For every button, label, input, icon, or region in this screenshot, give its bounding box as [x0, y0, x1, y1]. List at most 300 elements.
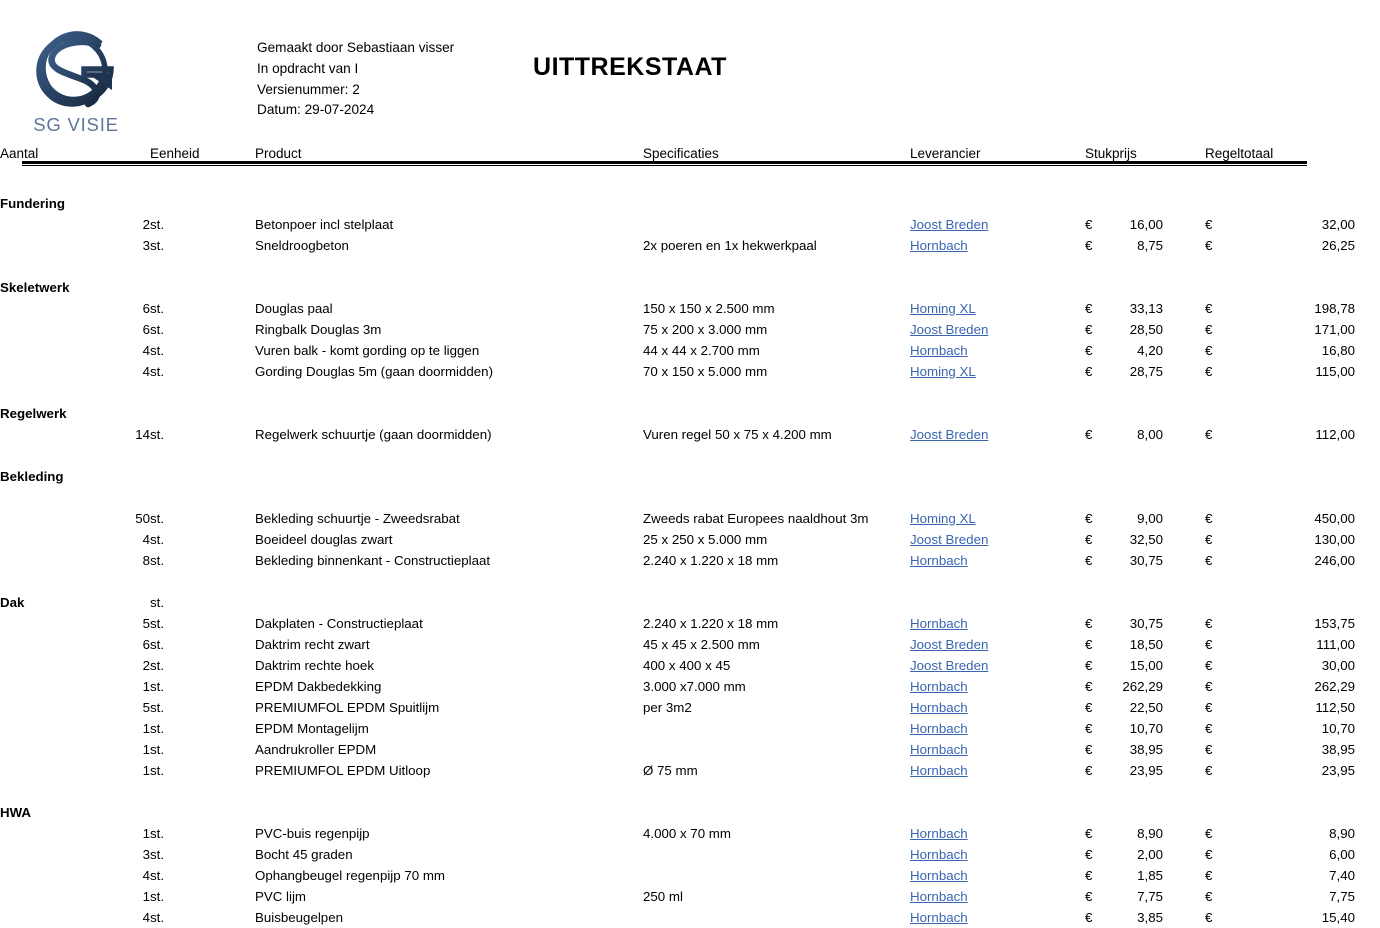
cell-product: Bekleding schuurtje - Zweedsrabat: [255, 511, 460, 526]
table-row: [0, 508, 1380, 529]
spacer-row: [0, 487, 1380, 508]
cell-regeltotaal-amount: 115,00: [1315, 364, 1355, 379]
supplier-link[interactable]: Joost Breden: [910, 532, 989, 547]
spacer-row: [0, 382, 1380, 403]
table-row: [0, 319, 1380, 340]
cell-eenheid: st.: [150, 322, 165, 337]
cell-stukprijs: [1085, 865, 1205, 886]
cell-stukprijs-amount: 8,75: [1137, 238, 1163, 253]
section-row: [0, 403, 1380, 424]
cell-eenheid: st.: [150, 616, 165, 631]
cell-stukprijs-amount: 2,00: [1137, 847, 1163, 862]
cell-product: Aandrukroller EPDM: [255, 742, 377, 757]
cell-specificatie: 44 x 44 x 2.700 mm: [643, 343, 760, 358]
table-row: [0, 823, 1380, 844]
cell-regeltotaal: [1205, 634, 1380, 655]
cell-leverancier: [910, 907, 1085, 928]
column-header-aantal[interactable]: Aantal: [0, 146, 39, 161]
section-eenheid: [150, 193, 255, 214]
cell-regeltotaal: [1205, 676, 1380, 697]
cell-specificatie: Ø 75 mm: [643, 763, 698, 778]
cell-stukprijs-amount: 3,85: [1137, 910, 1163, 925]
currency-symbol: €: [1085, 427, 1093, 442]
cell-stukprijs-amount: 23,95: [1129, 763, 1163, 778]
cell-regeltotaal-amount: 7,40: [1329, 868, 1355, 883]
currency-symbol: €: [1085, 847, 1093, 862]
cell-regeltotaal-amount: 112,00: [1315, 427, 1355, 442]
cell-eenheid: st.: [150, 343, 165, 358]
section-leverancier: [910, 802, 1085, 823]
column-header-leverancier[interactable]: Leverancier: [910, 146, 981, 161]
cell-leverancier: [910, 550, 1085, 571]
section-row: [0, 802, 1380, 823]
cell-aantal: 6: [142, 637, 150, 652]
cell-product: Bekleding binnenkant - Constructieplaat: [255, 553, 491, 568]
currency-symbol: €: [1205, 658, 1213, 673]
cell-specificatie: 4.000 x 70 mm: [643, 826, 731, 841]
cell-regeltotaal-amount: 16,80: [1321, 343, 1355, 358]
cell-leverancier: [910, 676, 1085, 697]
currency-symbol: €: [1205, 532, 1213, 547]
cell-product: PVC lijm: [255, 889, 306, 904]
column-header-regeltotaal[interactable]: Regeltotaal: [1205, 146, 1274, 161]
cell-aantal: 1: [142, 721, 150, 736]
table-row: [0, 214, 1380, 235]
cell-eenheid: st.: [150, 742, 165, 757]
currency-symbol: €: [1085, 679, 1093, 694]
section-product: [255, 466, 643, 487]
table-row: [0, 634, 1380, 655]
cell-regeltotaal-amount: 8,90: [1329, 826, 1355, 841]
meta-date: Datum: 29-07-2024: [257, 102, 375, 118]
cell-aantal: 4: [142, 868, 150, 883]
cell-product: Regelwerk schuurtje (gaan doormidden): [255, 427, 492, 442]
cell-regeltotaal: [1205, 319, 1380, 340]
cell-eenheid: st.: [150, 679, 165, 694]
currency-symbol: €: [1205, 889, 1213, 904]
currency-symbol: €: [1205, 910, 1213, 925]
cell-product: Gording Douglas 5m (gaan doormidden): [255, 364, 493, 379]
cell-leverancier: [910, 235, 1085, 256]
cell-leverancier: [910, 823, 1085, 844]
cell-eenheid: st.: [150, 658, 165, 673]
header-rule-cell: [0, 164, 1380, 172]
cell-stukprijs-amount: 8,90: [1137, 826, 1163, 841]
section-stukprijs: [1085, 802, 1205, 823]
cell-regeltotaal-amount: 26,25: [1321, 238, 1355, 253]
cell-specificatie: [643, 718, 910, 739]
cell-stukprijs: [1085, 235, 1205, 256]
cell-regeltotaal: [1205, 550, 1380, 571]
supplier-link[interactable]: Hornbach: [910, 679, 968, 694]
cell-regeltotaal: [1205, 508, 1380, 529]
cell-aantal: 4: [142, 910, 150, 925]
section-title: Bekleding: [0, 469, 64, 484]
cell-specificatie: 2.240 x 1.220 x 18 mm: [643, 553, 779, 568]
cell-eenheid: st.: [150, 910, 165, 925]
currency-symbol: €: [1085, 343, 1093, 358]
cell-aantal: 2: [142, 658, 150, 673]
cell-specificatie: 2x poeren en 1x hekwerkpaal: [643, 238, 817, 253]
supplier-link[interactable]: Homing XL: [910, 511, 976, 526]
section-eenheid: [150, 466, 255, 487]
cell-regeltotaal-amount: 7,75: [1329, 889, 1355, 904]
table-row: [0, 529, 1380, 550]
section-spec: [643, 403, 910, 424]
spacer-cell: [0, 781, 1380, 802]
cell-eenheid: st.: [150, 889, 165, 904]
table-row: [0, 886, 1380, 907]
currency-symbol: €: [1085, 364, 1093, 379]
cell-stukprijs: [1085, 214, 1205, 235]
table-row: [0, 865, 1380, 886]
cell-stukprijs-amount: 33,13: [1129, 301, 1163, 316]
cell-regeltotaal: [1205, 298, 1380, 319]
section-title: Skeletwerk: [0, 280, 70, 295]
currency-symbol: €: [1205, 742, 1213, 757]
cell-regeltotaal: [1205, 844, 1380, 865]
currency-symbol: €: [1205, 721, 1213, 736]
currency-symbol: €: [1085, 826, 1093, 841]
cell-stukprijs: [1085, 760, 1205, 781]
cell-leverancier: [910, 613, 1085, 634]
cell-regeltotaal-amount: 38,95: [1321, 742, 1355, 757]
currency-symbol: €: [1205, 427, 1213, 442]
cell-regeltotaal-amount: 6,00: [1329, 847, 1355, 862]
cell-product: Betonpoer incl stelplaat: [255, 217, 394, 232]
cell-aantal: 8: [142, 553, 150, 568]
section-stukprijs: [1085, 403, 1205, 424]
cell-regeltotaal-amount: 32,00: [1321, 217, 1355, 232]
table-row: [0, 844, 1380, 865]
supplier-link[interactable]: Joost Breden: [910, 658, 989, 673]
column-header-product[interactable]: Product: [255, 146, 302, 161]
column-header-eenheid[interactable]: Eenheid: [150, 146, 200, 161]
section-regeltotaal: [1205, 403, 1380, 424]
column-header-stukprijs[interactable]: Stukprijs: [1085, 146, 1137, 161]
section-spec: [643, 592, 910, 613]
cell-aantal: 1: [142, 679, 150, 694]
cell-regeltotaal-amount: 112,50: [1315, 700, 1355, 715]
cell-eenheid: st.: [150, 364, 165, 379]
cell-product: Boeideel douglas zwart: [255, 532, 393, 547]
cell-specificatie: 400 x 400 x 45: [643, 658, 731, 673]
section-product: [255, 193, 643, 214]
cell-regeltotaal: [1205, 823, 1380, 844]
cell-stukprijs-amount: 15,00: [1129, 658, 1163, 673]
cell-stukprijs: [1085, 739, 1205, 760]
cell-regeltotaal: [1205, 529, 1380, 550]
section-row: [0, 277, 1380, 298]
cell-eenheid: st.: [150, 700, 165, 715]
cell-aantal: 6: [142, 322, 150, 337]
cell-eenheid: st.: [150, 847, 165, 862]
header-row: [0, 143, 1380, 164]
section-spec: [643, 466, 910, 487]
currency-symbol: €: [1085, 910, 1093, 925]
cell-leverancier: [910, 508, 1085, 529]
cell-aantal: 5: [142, 700, 150, 715]
cell-stukprijs-amount: 262,29: [1122, 679, 1163, 694]
section-title: Fundering: [0, 196, 65, 211]
cell-regeltotaal: [1205, 361, 1380, 382]
table-row: [0, 613, 1380, 634]
meta-commissioned-by: In opdracht van I: [257, 60, 359, 76]
section-leverancier: [910, 466, 1085, 487]
currency-symbol: €: [1205, 847, 1213, 862]
currency-symbol: €: [1085, 868, 1093, 883]
table-row: [0, 907, 1380, 928]
cell-leverancier: [910, 697, 1085, 718]
currency-symbol: €: [1085, 889, 1093, 904]
section-regeltotaal: [1205, 193, 1380, 214]
document-meta: [257, 38, 454, 121]
section-title: HWA: [0, 805, 32, 820]
currency-symbol: €: [1205, 637, 1213, 652]
uittrekstaat-table: [0, 143, 1380, 928]
currency-symbol: €: [1205, 616, 1213, 631]
cell-product: Daktrim rechte hoek: [255, 658, 374, 673]
currency-symbol: €: [1085, 616, 1093, 631]
supplier-link[interactable]: Hornbach: [910, 721, 968, 736]
header-rule-row: [0, 164, 1380, 172]
cell-eenheid: st.: [150, 721, 165, 736]
cell-product: PREMIUMFOL EPDM Uitloop: [255, 763, 431, 778]
section-spec: [643, 277, 910, 298]
cell-product: PVC-buis regenpijp: [255, 826, 370, 841]
cell-specificatie: per 3m2: [643, 700, 692, 715]
meta-made-by: Gemaakt door Sebastiaan visser: [257, 40, 455, 55]
cell-stukprijs: [1085, 844, 1205, 865]
cell-regeltotaal-amount: 450,00: [1314, 511, 1355, 526]
cell-leverancier: [910, 655, 1085, 676]
cell-aantal: 4: [142, 532, 150, 547]
cell-regeltotaal: [1205, 214, 1380, 235]
cell-leverancier: [910, 739, 1085, 760]
cell-regeltotaal-amount: 15,40: [1321, 910, 1355, 925]
cell-leverancier: [910, 214, 1085, 235]
cell-stukprijs: [1085, 319, 1205, 340]
cell-leverancier: [910, 886, 1085, 907]
section-regeltotaal: [1205, 277, 1380, 298]
section-stukprijs: [1085, 466, 1205, 487]
currency-symbol: €: [1205, 700, 1213, 715]
cell-stukprijs-amount: 28,75: [1129, 364, 1163, 379]
section-regeltotaal: [1205, 802, 1380, 823]
section-row: [0, 592, 1380, 613]
section-stukprijs: [1085, 277, 1205, 298]
section-eenheid: st.: [150, 595, 165, 610]
supplier-link[interactable]: Joost Breden: [910, 217, 989, 232]
supplier-link[interactable]: Hornbach: [910, 742, 968, 757]
section-regeltotaal: [1205, 466, 1380, 487]
section-leverancier: [910, 592, 1085, 613]
supplier-link[interactable]: Hornbach: [910, 826, 968, 841]
table-row: [0, 697, 1380, 718]
spacer-row: [0, 445, 1380, 466]
cell-product: Douglas paal: [255, 301, 333, 316]
section-stukprijs: [1085, 592, 1205, 613]
cell-stukprijs: [1085, 424, 1205, 445]
cell-regeltotaal: [1205, 235, 1380, 256]
supplier-link[interactable]: Joost Breden: [910, 637, 989, 652]
table-row: [0, 718, 1380, 739]
currency-symbol: €: [1085, 658, 1093, 673]
cell-stukprijs-amount: 30,75: [1129, 616, 1163, 631]
supplier-link[interactable]: Hornbach: [910, 343, 968, 358]
cell-regeltotaal: [1205, 739, 1380, 760]
table-body: [0, 172, 1380, 928]
cell-specificatie: [643, 739, 910, 760]
supplier-link[interactable]: Hornbach: [910, 763, 968, 778]
cell-regeltotaal: [1205, 613, 1380, 634]
cell-aantal: 50: [135, 511, 150, 526]
spacer-cell: [0, 172, 1380, 193]
cell-eenheid: st.: [150, 217, 165, 232]
table-row: [0, 298, 1380, 319]
cell-stukprijs: [1085, 886, 1205, 907]
supplier-link[interactable]: Hornbach: [910, 910, 968, 925]
cell-regeltotaal-amount: 10,70: [1321, 721, 1355, 736]
cell-stukprijs-amount: 30,75: [1129, 553, 1163, 568]
cell-stukprijs: [1085, 508, 1205, 529]
column-header-specificaties[interactable]: Specificaties: [643, 146, 719, 161]
cell-regeltotaal-amount: 262,29: [1314, 679, 1355, 694]
table-row: [0, 424, 1380, 445]
table-row: [0, 760, 1380, 781]
cell-specificatie: 70 x 150 x 5.000 mm: [643, 364, 768, 379]
currency-symbol: €: [1085, 742, 1093, 757]
supplier-link[interactable]: Hornbach: [910, 700, 968, 715]
cell-stukprijs: [1085, 676, 1205, 697]
cell-aantal: 1: [142, 826, 150, 841]
cell-product: Ophangbeugel regenpijp 70 mm: [255, 868, 445, 883]
currency-symbol: €: [1205, 364, 1213, 379]
cell-regeltotaal-amount: 23,95: [1321, 763, 1355, 778]
cell-leverancier: [910, 760, 1085, 781]
supplier-link[interactable]: Hornbach: [910, 238, 968, 253]
cell-stukprijs-amount: 18,50: [1129, 637, 1163, 652]
cell-stukprijs: [1085, 634, 1205, 655]
currency-symbol: €: [1205, 679, 1213, 694]
spacer-row: [0, 172, 1380, 193]
table-row: [0, 676, 1380, 697]
cell-aantal: 3: [142, 847, 150, 862]
supplier-link[interactable]: Homing XL: [910, 364, 976, 379]
table-row: [0, 550, 1380, 571]
cell-leverancier: [910, 529, 1085, 550]
supplier-link[interactable]: Hornbach: [910, 553, 968, 568]
section-stukprijs: [1085, 193, 1205, 214]
cell-leverancier: [910, 319, 1085, 340]
cell-specificatie: [643, 214, 910, 235]
supplier-link[interactable]: Hornbach: [910, 889, 968, 904]
cell-stukprijs: [1085, 361, 1205, 382]
table-row: [0, 340, 1380, 361]
cell-aantal: 6: [142, 301, 150, 316]
section-product: [255, 802, 643, 823]
currency-symbol: €: [1205, 868, 1213, 883]
currency-symbol: €: [1205, 826, 1213, 841]
spacer-row: [0, 781, 1380, 802]
cell-regeltotaal: [1205, 907, 1380, 928]
cell-specificatie: 45 x 45 x 2.500 mm: [643, 637, 760, 652]
cell-regeltotaal: [1205, 865, 1380, 886]
cell-leverancier: [910, 634, 1085, 655]
table-row: [0, 235, 1380, 256]
cell-product: Buisbeugelpen: [255, 910, 343, 925]
cell-aantal: 1: [142, 763, 150, 778]
supplier-link[interactable]: Hornbach: [910, 847, 968, 862]
cell-stukprijs-amount: 1,85: [1137, 868, 1163, 883]
cell-product: Ringbalk Douglas 3m: [255, 322, 382, 337]
supplier-link[interactable]: Joost Breden: [910, 322, 989, 337]
cell-stukprijs-amount: 7,75: [1137, 889, 1163, 904]
cell-leverancier: [910, 424, 1085, 445]
supplier-link[interactable]: Hornbach: [910, 868, 968, 883]
supplier-link[interactable]: Joost Breden: [910, 427, 989, 442]
cell-product: Daktrim recht zwart: [255, 637, 370, 652]
cell-regeltotaal-amount: 30,00: [1321, 658, 1355, 673]
currency-symbol: €: [1205, 301, 1213, 316]
spacer-row: [0, 571, 1380, 592]
spacer-cell: [0, 256, 1380, 277]
supplier-link[interactable]: Hornbach: [910, 616, 968, 631]
cell-specificatie: 150 x 150 x 2.500 mm: [643, 301, 775, 316]
cell-stukprijs-amount: 32,50: [1129, 532, 1163, 547]
currency-symbol: €: [1085, 217, 1093, 232]
spacer-row: [0, 256, 1380, 277]
cell-stukprijs: [1085, 529, 1205, 550]
currency-symbol: €: [1205, 322, 1213, 337]
sg-monogram-logo-icon: [26, 28, 126, 114]
cell-product: PREMIUMFOL EPDM Spuitlijm: [255, 700, 440, 715]
cell-specificatie: [643, 844, 910, 865]
cell-stukprijs-amount: 4,20: [1137, 343, 1163, 358]
cell-regeltotaal-amount: 246,00: [1314, 553, 1355, 568]
cell-stukprijs-amount: 8,00: [1137, 427, 1163, 442]
currency-symbol: €: [1085, 301, 1093, 316]
section-row: [0, 193, 1380, 214]
currency-symbol: €: [1205, 343, 1213, 358]
currency-symbol: €: [1085, 553, 1093, 568]
spacer-cell: [0, 487, 1380, 508]
cell-leverancier: [910, 718, 1085, 739]
currency-symbol: €: [1085, 763, 1093, 778]
logo-wordmark: SG VISIE: [33, 114, 119, 135]
cell-regeltotaal: [1205, 424, 1380, 445]
uittrekstaat-sheet: [0, 143, 1355, 928]
currency-symbol: €: [1205, 217, 1213, 232]
currency-symbol: €: [1205, 238, 1213, 253]
cell-specificatie: 250 ml: [643, 889, 683, 904]
cell-stukprijs: [1085, 718, 1205, 739]
cell-eenheid: st.: [150, 532, 165, 547]
cell-stukprijs: [1085, 340, 1205, 361]
section-leverancier: [910, 403, 1085, 424]
cell-aantal: 5: [142, 616, 150, 631]
cell-product: Bocht 45 graden: [255, 847, 353, 862]
cell-stukprijs-amount: 38,95: [1129, 742, 1163, 757]
cell-leverancier: [910, 298, 1085, 319]
section-regeltotaal: [1205, 592, 1380, 613]
currency-symbol: €: [1085, 532, 1093, 547]
cell-eenheid: st.: [150, 301, 165, 316]
cell-specificatie: 75 x 200 x 3.000 mm: [643, 322, 768, 337]
cell-specificatie: 25 x 250 x 5.000 mm: [643, 532, 768, 547]
supplier-link[interactable]: Homing XL: [910, 301, 976, 316]
cell-specificatie: 2.240 x 1.220 x 18 mm: [643, 616, 779, 631]
